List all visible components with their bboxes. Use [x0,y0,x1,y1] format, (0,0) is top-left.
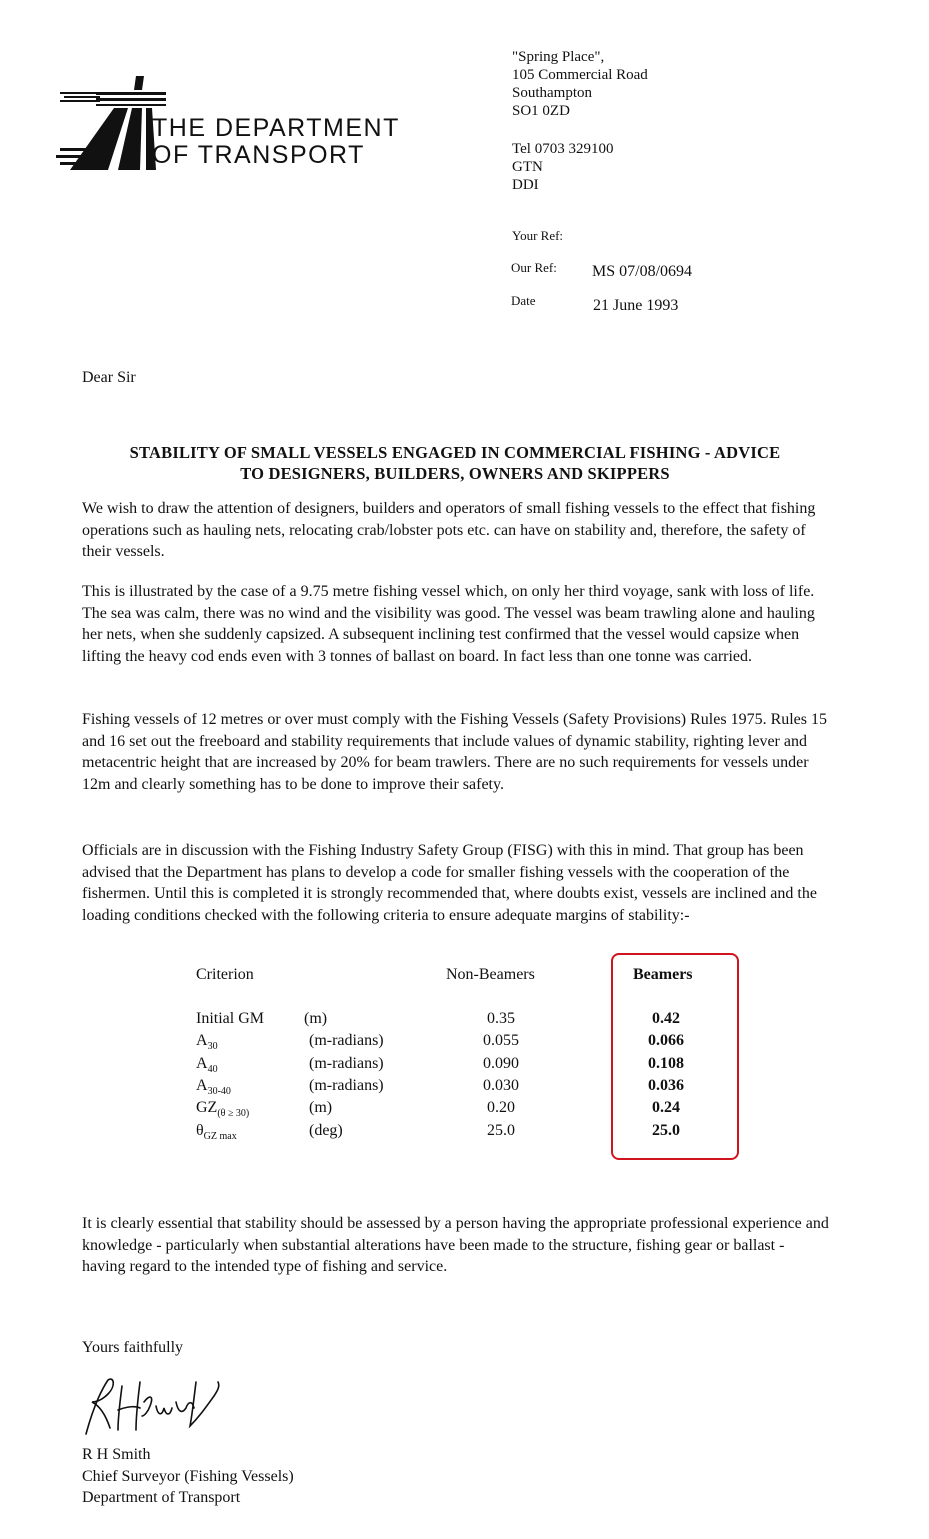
criterion-cell [196,1055,218,1075]
contact-block [512,140,613,194]
non-beamers-cell: 0.35 [487,1010,515,1027]
criterion-symbol: θ [196,1121,204,1139]
signature-icon [78,1372,228,1442]
paragraph-2: This is illustrated by the case of a 9.75 metre fishing vessel which, on only her third voyage, sank with loss of life. The sea was calm, there was no wind and the visibility was good. The vessel was beam trawling alone and hauling her nets, when she suddenly capsized. A subsequent inclining test confirmed that the vessel would capsize when lifting the heavy cod ends even with 3 tonnes of ballast on board. In fact less than one tonne was carried. [82,583,815,665]
paragraph-1: We wish to draw the attention of designers, builders and operators of small fishing vessels to the effect that fishing operations such as hauling nets, relocating crab/lobster pots etc. can have on stability and, therefore, the safety of their vessels. [82,500,816,560]
address-line: "Spring Place", [512,49,605,65]
address-block [512,48,648,120]
signatory-block [82,1444,294,1509]
date-label: Date [511,293,536,308]
non-beamers-cell: 0.20 [487,1099,515,1117]
criterion-symbol: A [196,1032,208,1050]
beamers-cell: 0.108 [648,1054,684,1072]
criterion-subscript: 30 [207,1041,218,1053]
unit-cell: (deg) [309,1121,343,1139]
ddi-label: DDI [512,177,539,193]
paragraph-3: Fishing vessels of 12 metres or over must comply with the Fishing Vessels (Safety Provisions) Rules 1975. Rules 15 and 16 set out the freeboard and stability requirements that include values of dynamic stability, righting lever and metacentric height that are increased by 20% for beam trawlers. There are no such requirements for vessels under 12m and clearly something has to be done to improve their safety. [82,711,828,793]
closing: Yours faithfully [82,1339,184,1356]
non-beamers-cell: 0.090 [483,1054,519,1072]
telephone: Tel 0703 329100 [512,141,614,157]
paragraph-4: Officials are in discussion with the Fishing Industry Safety Group (FISG) with this in mind. That group has been advised that the Department has plans to develop a code for smaller fishing vessels with the cooperation of the fishermen. Until this is completed it is strongly recommended that, where doubts exist, vessels are inclined and the loading conditions checked with the following criteria to ensure adequate margins of stability:- [82,842,817,924]
salutation: Dear Sir [82,369,136,386]
criterion-symbol: GZ [196,1099,218,1117]
non-beamers-cell: 25.0 [487,1121,515,1139]
criterion-cell [196,1032,218,1052]
address-line: Southampton [512,85,593,101]
criterion-symbol: A [196,1054,208,1072]
signatory-organisation: Department of Transport [82,1489,241,1506]
criterion-subscript: 30-40 [207,1086,231,1098]
unit-cell: (m) [304,1010,328,1027]
beamers-cell: 25.0 [652,1121,680,1139]
address-line: 105 Commercial Road [512,67,648,83]
letter-title [60,442,850,484]
criterion-cell [196,1077,231,1097]
logo-line-1: THE DEPARTMENT [152,114,400,142]
unit-cell: (m-radians) [309,1054,384,1072]
header-criterion: Criterion [196,966,254,983]
non-beamers-cell: 0.055 [483,1032,519,1050]
title-line-1: STABILITY OF SMALL VESSELS ENGAGED IN COMMERCIAL FISHING - ADVICE [129,443,781,462]
non-beamers-cell: 0.030 [483,1076,519,1094]
criterion-symbol: Initial GM [196,1010,264,1027]
our-ref-value: MS 07/08/0694 [592,263,693,280]
criterion-subscript: 40 [207,1063,218,1075]
beamers-cell: 0.036 [648,1076,684,1094]
your-ref-label: Your Ref: [512,228,564,243]
signatory-name: R H Smith [82,1446,151,1463]
department-logo [56,70,436,180]
beamers-cell: 0.066 [648,1032,684,1050]
title-line-2: TO DESIGNERS, BUILDERS, OWNERS AND SKIPPERS [240,464,670,483]
paragraph-5: It is clearly essential that stability should be assessed by a person having the appropriate professional experience and knowledge - particularly when substantial alterations have been made to the structure, fishing gear or ballast - having regard to the intended type of fishing and service. [82,1215,829,1275]
header-non-beamers: Non-Beamers [446,966,535,983]
our-ref-label: Our Ref: [511,260,557,275]
department-logo-icon [56,70,166,180]
beamers-cell: 0.24 [652,1099,680,1117]
header-beamers: Beamers [633,966,693,983]
beamers-cell: 0.42 [652,1010,680,1027]
gtn-label: GTN [512,159,543,175]
criterion-subscript: GZ max [203,1130,237,1142]
signatory-title: Chief Surveyor (Fishing Vessels) [82,1467,294,1485]
criterion-cell [196,1122,237,1142]
unit-cell: (m) [309,1099,333,1117]
date-value: 21 June 1993 [593,297,679,314]
address-line: SO1 0ZD [512,103,570,119]
criterion-subscript: (θ ≥ 30) [217,1108,250,1120]
unit-cell: (m-radians) [309,1076,384,1094]
criterion-cell [196,1010,264,1028]
unit-cell: (m-radians) [309,1032,384,1050]
criterion-cell [196,1099,249,1119]
criterion-symbol: A [196,1076,208,1094]
logo-line-2: OF TRANSPORT [152,141,365,169]
